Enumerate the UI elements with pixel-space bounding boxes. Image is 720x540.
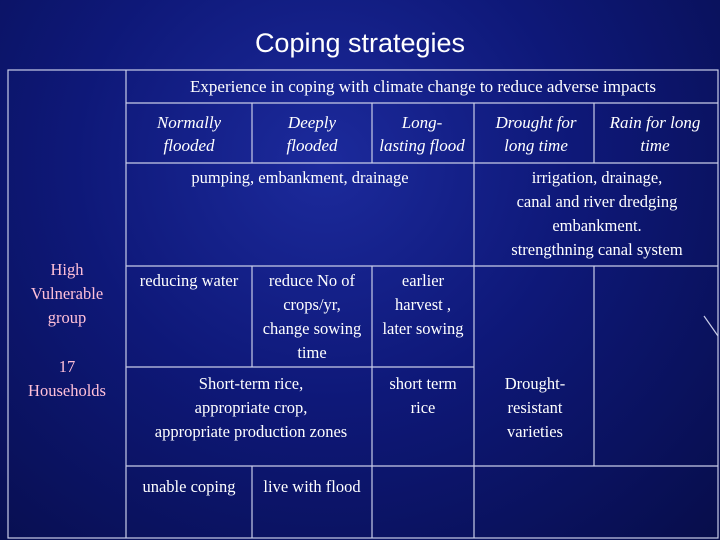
page-title: Coping strategies — [254, 28, 466, 58]
table-header: Experience in coping with climate change to reduce adverse impacts — [190, 77, 656, 96]
cell-reducing-water: reducing water — [139, 271, 239, 290]
row-label-group — [10, 258, 124, 330]
cell-line: irrigation, drainage, — [531, 168, 663, 187]
cell-live-with-flood: live with flood — [263, 477, 361, 496]
cell-short-term-rice — [128, 372, 374, 444]
cell-line: crops/yr, — [283, 295, 341, 314]
cell-line: varieties — [507, 422, 563, 441]
cell-line: earlier — [401, 271, 445, 290]
column-header-long-lasting-flood — [366, 111, 478, 157]
cell-line: time — [297, 343, 327, 362]
column-header-line: time — [640, 136, 670, 155]
column-header-line: Rain for long — [609, 113, 701, 132]
row-label-line: Vulnerable — [30, 284, 104, 303]
column-header-line: long time — [504, 136, 568, 155]
column-header-line: Deeply — [287, 113, 337, 132]
cell-line: short term — [389, 374, 457, 393]
column-header-rain — [592, 111, 718, 157]
column-header-line: lasting flood — [379, 136, 465, 155]
column-header-line: flooded — [286, 136, 338, 155]
cell-flood-measures: pumping, embankment, drainage — [191, 168, 409, 187]
row-label-households — [10, 355, 124, 403]
cell-line: appropriate crop, — [194, 398, 308, 417]
row-label-line: 17 — [58, 357, 76, 376]
column-header-drought — [476, 111, 596, 157]
row-label-line: group — [47, 308, 87, 327]
column-header-line: flooded — [163, 136, 215, 155]
row-label-line: High — [50, 260, 84, 279]
cell-short-term-rice-long — [372, 372, 474, 420]
cell-line: harvest , — [395, 295, 451, 314]
cell-line: strengthning canal system — [511, 240, 683, 259]
cell-line: appropriate production zones — [154, 422, 348, 441]
cell-drought-measures — [476, 166, 718, 262]
cell-line: reduce No of — [268, 271, 356, 290]
cell-line: rice — [410, 398, 436, 417]
column-header-deeply-flooded — [254, 111, 370, 157]
cell-earlier-harvest — [372, 269, 474, 341]
cell-line: embankment. — [552, 216, 642, 235]
cell-line: canal and river dredging — [516, 192, 678, 211]
cell-line: Short-term rice, — [198, 374, 304, 393]
cell-line: change sowing — [262, 319, 362, 338]
column-header-normally-flooded — [128, 111, 250, 157]
column-header-line: Long- — [401, 113, 443, 132]
cell-reduce-crops — [250, 269, 374, 365]
cell-line: Drought- — [504, 374, 566, 393]
cell-unable-coping: unable coping — [142, 477, 236, 496]
column-header-line: Drought for — [495, 113, 577, 132]
row-label-line: Households — [28, 381, 106, 400]
cell-drought-resistant — [476, 372, 594, 444]
cell-line: later sowing — [382, 319, 464, 338]
column-header-line: Normally — [156, 113, 222, 132]
cell-line: resistant — [507, 398, 563, 417]
